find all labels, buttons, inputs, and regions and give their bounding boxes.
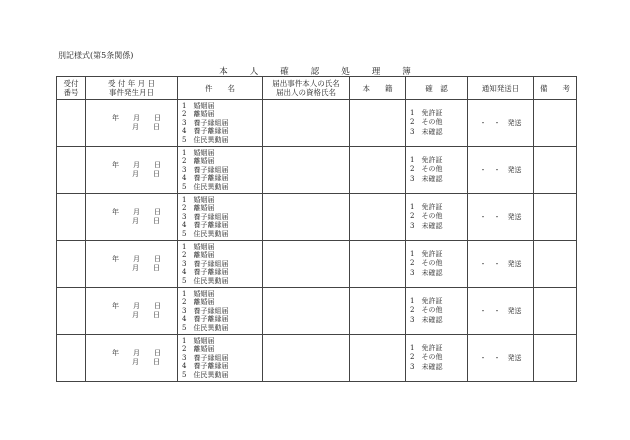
table-row [57,194,577,241]
dates-cell[interactable] [86,194,178,241]
event-date: 月 日 [132,217,160,225]
confirmation-cell[interactable] [406,194,468,241]
confirmation-cell[interactable] [406,335,468,382]
table-row [57,147,577,194]
name-cell[interactable] [263,335,350,382]
subject-option: 1 婚姻届 [182,101,215,110]
confirmation-option: 2 その他 [410,306,443,315]
remarks-cell[interactable] [534,100,577,147]
notice-date-cell[interactable]: ・ ・ 発送 [468,147,534,194]
subject-option: 2 離婚届 [182,204,215,213]
subject-option: 1 婚姻届 [182,336,215,345]
subject-option: 2 離婚届 [182,251,215,260]
subject-option: 5 住民異動届 [182,276,229,285]
notice-date-cell[interactable]: ・ ・ 発送 [468,241,534,288]
domicile-cell[interactable] [350,194,406,241]
receipt-date: 年 月 日 [112,302,161,310]
receipt-no-cell[interactable] [57,335,86,382]
confirmation-cell[interactable] [406,241,468,288]
confirmation-option: 1 免許証 [410,203,443,212]
subject-option: 4 養子離縁届 [182,174,229,183]
receipt-no-cell[interactable] [57,100,86,147]
header-notice-date: 通知発送日 [468,77,534,100]
confirmation-option: 1 免許証 [410,109,443,118]
domicile-cell[interactable] [350,288,406,335]
dates-cell[interactable] [86,241,178,288]
domicile-cell[interactable] [350,241,406,288]
confirmation-option: 1 免許証 [410,297,443,306]
domicile-cell[interactable] [350,335,406,382]
confirmation-option: 3 未確認 [410,268,443,277]
confirmation-option: 3 未確認 [410,315,443,324]
confirmation-option: 1 免許証 [410,344,443,353]
subject-option: 3 養子縁組届 [182,306,229,315]
receipt-no-cell[interactable] [57,147,86,194]
title-char: 簿 [402,67,411,77]
confirmation-cell[interactable] [406,147,468,194]
subject-option: 5 住民異動届 [182,135,229,144]
subject-option: 4 養子離縁届 [182,268,229,277]
table-row [57,288,577,335]
dates-cell[interactable] [86,335,178,382]
subject-option: 2 離婚届 [182,298,215,307]
remarks-cell[interactable] [534,335,577,382]
subject-option: 1 婚姻届 [182,242,215,251]
title-char: 処 [341,67,350,77]
domicile-cell[interactable] [350,100,406,147]
remarks-cell[interactable] [534,241,577,288]
title-char: 人 [249,67,259,77]
domicile-cell[interactable] [350,147,406,194]
remarks-cell[interactable] [534,147,577,194]
remarks-cell[interactable] [534,288,577,335]
event-date: 月 日 [132,123,160,131]
table-row [57,335,577,382]
subject-cell[interactable] [178,241,263,288]
subject-option: 1 婚姻届 [182,195,215,204]
confirmation-option: 2 その他 [410,165,443,174]
header-row [57,77,577,100]
title-char: 認 [310,67,320,77]
header-receipt-no: 受付 番号 [57,77,86,100]
subject-option: 1 婚姻届 [182,289,215,298]
header-dates: 受 付 年 月 日 事件発生月日 [86,77,178,100]
subject-cell[interactable] [178,335,263,382]
subject-cell[interactable] [178,288,263,335]
header-subject: 件 名 [178,77,263,100]
title-char: 確 [280,67,289,77]
title-char: 本 [219,67,228,77]
notice-date-cell[interactable]: ・ ・ 発送 [468,335,534,382]
event-date: 月 日 [132,264,160,272]
notice-date-cell[interactable]: ・ ・ 発送 [468,100,534,147]
register-table [56,76,577,382]
header-remarks: 備 考 [534,77,577,100]
event-date: 月 日 [132,170,160,178]
confirmation-option: 3 未確認 [410,221,443,230]
notice-date-cell[interactable]: ・ ・ 発送 [468,194,534,241]
table-row [57,241,577,288]
confirmation-option: 3 未確認 [410,362,443,371]
header-domicile: 本 籍 [350,77,406,100]
receipt-date: 年 月 日 [112,255,161,263]
subject-option: 3 養子縁組届 [182,353,229,362]
receipt-no-cell[interactable] [57,194,86,241]
subject-option: 5 住民異動届 [182,229,229,238]
receipt-date: 年 月 日 [112,349,161,357]
subject-option: 5 住民異動届 [182,182,229,191]
subject-option: 2 離婚届 [182,345,215,354]
subject-cell[interactable] [178,100,263,147]
subject-option: 4 養子離縁届 [182,315,229,324]
confirmation-option: 1 免許証 [410,156,443,165]
confirmation-option: 3 未確認 [410,127,443,136]
event-date: 月 日 [132,311,160,319]
subject-option: 3 養子縁組届 [182,118,229,127]
subject-option: 4 養子離縁届 [182,221,229,230]
name-cell[interactable] [263,194,350,241]
subject-option: 4 養子離縁届 [182,127,229,136]
confirmation-option: 2 その他 [410,118,443,127]
subject-option: 3 養子縁組届 [182,165,229,174]
receipt-no-cell[interactable] [57,241,86,288]
name-cell[interactable] [263,100,350,147]
header-confirmation: 確 認 [406,77,468,100]
receipt-date: 年 月 日 [112,161,161,169]
receipt-date: 年 月 日 [112,208,161,216]
confirmation-option: 2 その他 [410,353,443,362]
header-name: 届出事件本人の氏名 届出人の資格氏名 [263,77,350,100]
subject-option: 1 婚姻届 [182,148,215,157]
subject-option: 5 住民異動届 [182,323,229,332]
title-char: 理 [371,67,381,77]
confirmation-cell[interactable] [406,288,468,335]
subject-option: 3 養子縁組届 [182,259,229,268]
confirmation-option: 2 その他 [410,212,443,221]
subject-option: 2 離婚届 [182,110,215,119]
receipt-no-cell[interactable] [57,288,86,335]
remarks-cell[interactable] [534,194,577,241]
confirmation-cell[interactable] [406,100,468,147]
dates-cell[interactable] [86,147,178,194]
subject-option: 4 養子離縁届 [182,362,229,371]
dates-cell[interactable] [86,100,178,147]
subject-cell[interactable] [178,194,263,241]
name-cell[interactable] [263,241,350,288]
subject-option: 5 住民異動届 [182,370,229,379]
confirmation-option: 1 免許証 [410,250,443,259]
name-cell[interactable] [263,288,350,335]
confirmation-option: 3 未確認 [410,174,443,183]
dates-cell[interactable] [86,288,178,335]
confirmation-option: 2 その他 [410,259,443,268]
subject-option: 2 離婚届 [182,157,215,166]
notice-date-cell[interactable]: ・ ・ 発送 [468,288,534,335]
event-date: 月 日 [132,358,160,366]
receipt-date: 年 月 日 [112,114,161,122]
form-note: 別記様式(第5条関係) [58,51,134,60]
table-row [57,100,577,147]
subject-cell[interactable] [178,147,263,194]
name-cell[interactable] [263,147,350,194]
subject-option: 3 養子縁組届 [182,212,229,221]
